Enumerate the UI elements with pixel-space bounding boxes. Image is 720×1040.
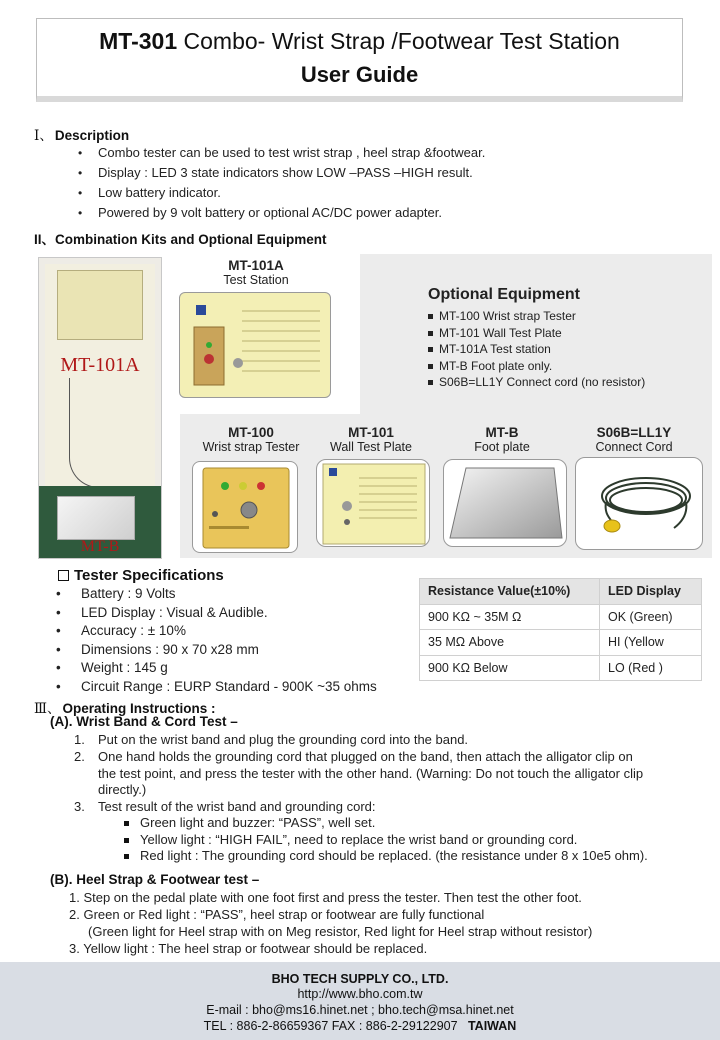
step-text: One hand holds the grounding cord that plugged on the band, then attach the alligator clip on bbox=[98, 749, 633, 764]
list-item: • Battery : 9 Volts bbox=[56, 585, 377, 604]
section-number: II、 bbox=[34, 232, 56, 247]
list-item: • LED Display : Visual & Audible. bbox=[56, 604, 377, 623]
optional-equipment-title: Optional Equipment bbox=[428, 286, 580, 303]
product-model: MT-100 bbox=[228, 425, 274, 440]
foot-plate-image bbox=[57, 496, 135, 540]
mtb-photo bbox=[443, 459, 567, 547]
list-item: • Powered by 9 volt battery or optional AC/DC power adapter. bbox=[78, 203, 485, 223]
product-model: MT-B bbox=[485, 425, 519, 440]
mt101-photo bbox=[316, 459, 430, 547]
table-header: Resistance Value(±10%) bbox=[420, 579, 600, 605]
checkbox-icon bbox=[58, 570, 69, 581]
table-cell: HI (Yellow bbox=[600, 630, 702, 656]
product-name: Wall Test Plate bbox=[330, 440, 412, 454]
model-number: MT-301 bbox=[99, 28, 178, 54]
company-name: BHO TECH SUPPLY CO., LTD. bbox=[271, 972, 449, 986]
country: TAIWAN bbox=[467, 1019, 517, 1033]
product-model: S06B=LL1Y bbox=[596, 425, 672, 440]
heel-strap-test-heading: (B). Heel Strap & Footwear test – bbox=[50, 872, 260, 887]
table-row bbox=[420, 630, 702, 656]
section-number: Ⅰ、 bbox=[34, 128, 53, 144]
table-cell: OK (Green) bbox=[600, 604, 702, 630]
mt100-photo bbox=[192, 461, 298, 553]
test-station-image bbox=[180, 293, 331, 398]
list-item: Green light and buzzer: “PASS”, well set. bbox=[122, 815, 648, 832]
section-title: Description bbox=[54, 128, 130, 143]
kit-label-top: MT-101A bbox=[60, 354, 140, 376]
tester-specs-list bbox=[56, 585, 377, 696]
optional-equipment-list bbox=[428, 308, 645, 391]
test-results-list bbox=[122, 815, 648, 865]
list-item: MT-B Foot plate only. bbox=[428, 358, 645, 375]
list-item: Red light : The grounding cord should be replaced. (the resistance under 8 x 10e5 ohm). bbox=[122, 848, 648, 865]
phone-line bbox=[0, 1018, 720, 1034]
wrist-band-test-heading: (A). Wrist Band & Cord Test – bbox=[50, 714, 238, 729]
heel-step-1: 1. Step on the pedal plate with one foot first and press the tester. Then test the other foot. bbox=[69, 890, 582, 905]
list-item: S06B=LL1Y Connect cord (no resistor) bbox=[428, 374, 645, 391]
table-row bbox=[420, 655, 702, 681]
table-cell: LO (Red ) bbox=[600, 655, 702, 681]
section-kits-heading bbox=[34, 228, 327, 248]
foot-plate-image bbox=[444, 460, 567, 547]
product-name: Wrist strap Tester bbox=[202, 440, 300, 454]
step-2-cont: the test point, and press the tester with the other hand. (Warning: Do not touch the alligator clip bbox=[98, 766, 644, 781]
section-title: Combination Kits and Optional Equipment bbox=[55, 232, 327, 247]
step-text: Test result of the wrist band and grounding cord: bbox=[98, 799, 376, 814]
page-title bbox=[37, 28, 682, 55]
heel-step-2: 2. Green or Red light : “PASS”, heel strap or footwear are fully functional bbox=[69, 907, 485, 922]
list-item: • Combo tester can be used to test wrist strap , heel strap &footwear. bbox=[78, 143, 485, 163]
step-3: 3. Test result of the wrist band and grounding cord: bbox=[74, 799, 376, 814]
list-item: • Weight : 145 g bbox=[56, 659, 377, 678]
heel-step-3: 3. Yellow light : The heel strap or footwear should be replaced. bbox=[69, 941, 428, 956]
step-text: Put on the wrist band and plug the grounding cord into the band. bbox=[98, 732, 469, 747]
connect-cord-image bbox=[576, 458, 703, 550]
section-number: Ⅲ、 bbox=[34, 701, 61, 717]
step-2: 2. One hand holds the grounding cord that plugged on the band, then attach the alligator clip on bbox=[74, 749, 633, 764]
mt101a-photo bbox=[179, 292, 331, 398]
list-item: Yellow light : “HIGH FAIL”, need to replace the wrist band or grounding cord. bbox=[122, 832, 648, 849]
section-title: Operating Instructions : bbox=[62, 701, 216, 716]
product-name: Foot plate bbox=[474, 440, 530, 454]
s06b-photo bbox=[575, 457, 703, 550]
list-item: • Accuracy : ± 10% bbox=[56, 622, 377, 641]
title-text: Combo- Wrist Strap /Footwear Test Station bbox=[177, 28, 620, 54]
list-item: • Dimensions : 90 x 70 x28 mm bbox=[56, 641, 377, 660]
title-box bbox=[36, 18, 683, 102]
resistance-table bbox=[419, 578, 702, 681]
table-cell: 900 KΩ Below bbox=[420, 655, 600, 681]
list-item: • Circuit Range : EURP Standard - 900K ~35 ohms bbox=[56, 678, 377, 697]
mt100-label bbox=[192, 425, 310, 454]
cord-image bbox=[69, 378, 109, 488]
product-model: MT-101A bbox=[228, 258, 284, 273]
table-header: LED Display bbox=[600, 579, 702, 605]
wall-test-plate-image bbox=[317, 460, 430, 547]
tel-fax: TEL : 886-2-86659367 FAX : 886-2-29122907 bbox=[203, 1019, 458, 1033]
list-item: • Low battery indicator. bbox=[78, 183, 485, 203]
list-item: • Display : LED 3 state indicators show LOW –PASS –HIGH result. bbox=[78, 163, 485, 183]
tester-specs-heading bbox=[58, 567, 224, 584]
kit-label-bottom: MT-B bbox=[80, 538, 120, 555]
mtb-label bbox=[452, 425, 552, 454]
email-line: E-mail : bho@ms16.hinet.net ; bho.tech@msa.hinet.net bbox=[206, 1003, 514, 1017]
mt101-label bbox=[318, 425, 424, 454]
description-list bbox=[78, 143, 485, 223]
s06b-label bbox=[578, 425, 690, 454]
page-subtitle: User Guide bbox=[300, 62, 419, 87]
list-item: MT-100 Wrist strap Tester bbox=[428, 308, 645, 325]
step-1: 1. Put on the wrist band and plug the grounding cord into the band. bbox=[74, 732, 469, 747]
heel-step-2-note: (Green light for Heel strap with on Meg resistor, Red light for Heel strap without resistor) bbox=[88, 924, 593, 939]
section-description-heading bbox=[34, 124, 129, 144]
specs-title: Tester Specifications bbox=[74, 567, 224, 584]
station-placard bbox=[57, 270, 143, 340]
mt101a-label bbox=[178, 258, 334, 287]
list-item: MT-101A Test station bbox=[428, 341, 645, 358]
step-2-cont: directly.) bbox=[98, 782, 147, 797]
mt101a-kit-photo bbox=[38, 257, 162, 559]
table-cell: 900 KΩ ~ 35M Ω bbox=[420, 604, 600, 630]
table-row bbox=[420, 604, 702, 630]
product-name: Connect Cord bbox=[595, 440, 673, 454]
website-link[interactable]: http://www.bho.com.tw bbox=[297, 987, 423, 1001]
list-item: MT-101 Wall Test Plate bbox=[428, 325, 645, 342]
wrist-strap-tester-image bbox=[193, 462, 298, 553]
footer bbox=[0, 962, 720, 1040]
product-model: MT-101 bbox=[348, 425, 394, 440]
table-cell: 35 MΩ Above bbox=[420, 630, 600, 656]
product-name: Test Station bbox=[223, 273, 289, 287]
table-header-row bbox=[420, 579, 702, 605]
